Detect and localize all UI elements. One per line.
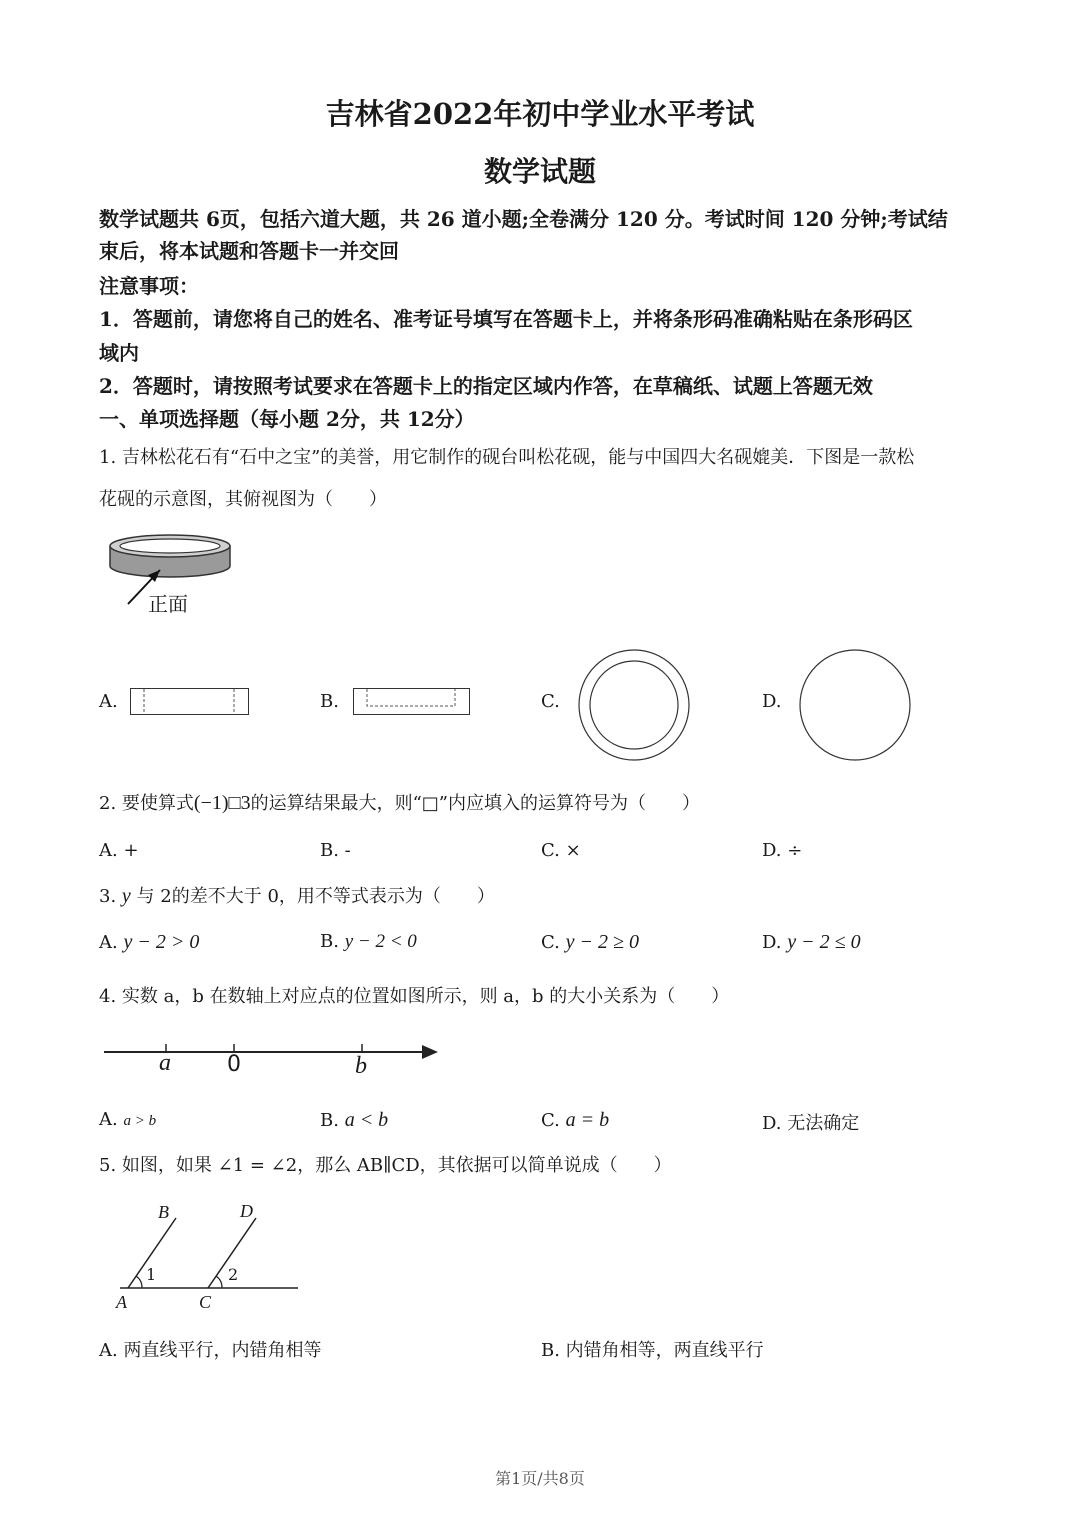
q1-option-d-figure	[798, 648, 912, 762]
q2-prefix: 2. 要使算式	[99, 793, 194, 814]
q3-number: 3.	[99, 886, 117, 907]
q4-option-b-expr: a < b	[344, 1109, 389, 1131]
q1-option-b-label: B.	[320, 691, 339, 712]
q5-text: 5. 如图，如果 ∠1 = ∠2，那么 AB∥CD，其依据可以简单说成（ ）	[99, 1155, 672, 1176]
q3-option-d-label: D.	[762, 932, 782, 953]
page-title: 吉林省2022年初中学业水平考试	[325, 97, 755, 131]
q3-option-c-label: C.	[541, 932, 560, 953]
q1-option-a-figure	[130, 688, 250, 716]
q5-option-b: B. 内错角相等，两直线平行	[541, 1340, 764, 1361]
q5-option-a: A. 两直线平行，内错角相等	[99, 1340, 322, 1361]
label-c: C	[199, 1292, 212, 1312]
notice-2: 2．答题时，请按照考试要求在答题卡上的指定区域内作答，在草稿纸、试题上答题无效	[99, 374, 873, 398]
q3-option-a-label: A.	[99, 932, 118, 953]
axis-label-a: a	[159, 1050, 171, 1076]
q3-option-b-label: B.	[320, 931, 339, 952]
notice-1-line-2: 域内	[99, 341, 139, 365]
q2-option-d: D. ÷	[762, 840, 803, 861]
q3-option-b-expr: y − 2 < 0	[344, 931, 417, 952]
q4-option-a-expr: a > b	[123, 1113, 157, 1129]
q4-text: 4. 实数 a，b 在数轴上对应点的位置如图所示，则 a，b 的大小关系为（ ）	[99, 986, 730, 1007]
q1-option-a-label: A.	[99, 691, 118, 712]
q1-option-c-label: C.	[541, 691, 560, 712]
q1-option-c-figure	[577, 648, 691, 762]
q1-line-2: 花砚的示意图，其俯视图为（ ）	[99, 489, 387, 510]
q1-option-d-label: D.	[762, 691, 782, 712]
front-label: 正面	[148, 592, 188, 616]
intro-line-1: 数学试题共 6页，包括六道大题，共 26 道小题;全卷满分 120 分。考试时间 120 分钟;考试结	[99, 207, 948, 231]
axis-label-zero: 0	[227, 1052, 241, 1077]
number-line-figure	[104, 1040, 444, 1080]
q2-expression: (−1)□3	[193, 792, 251, 814]
q4-option-b-label: B.	[320, 1110, 339, 1131]
page-number: 第1页/共8页	[495, 1469, 585, 1488]
q2-suffix: 的运算结果最大，则“□”内应填入的运算符号为（ ）	[250, 793, 701, 814]
label-b: B	[158, 1202, 169, 1222]
q3-option-d-expr: y − 2 ≤ 0	[787, 931, 861, 953]
notice-1-line-1: 1．答题前，请您将自己的姓名、准考证号填写在答题卡上，并将条形码准确粘贴在条形码区	[99, 307, 913, 331]
label-angle-1: 1	[146, 1265, 157, 1284]
q2-option-b: B. -	[320, 840, 351, 861]
q2-option-a: A. +	[99, 840, 139, 861]
q3-option-a-expr: y − 2 > 0	[123, 931, 200, 953]
label-d: D	[240, 1201, 253, 1221]
q4-option-c-label: C.	[541, 1110, 560, 1131]
section-heading: 一、单项选择题（每小题 2分，共 12分）	[99, 407, 475, 431]
axis-label-b: b	[355, 1053, 367, 1079]
q4-option-d: D. 无法确定	[762, 1113, 860, 1134]
page-subtitle: 数学试题	[483, 155, 596, 188]
q1-option-b-figure	[353, 688, 471, 716]
q2-option-c: C. ×	[541, 840, 581, 861]
q1-line-1: 1. 吉林松花石有“石中之宝”的美誉，用它制作的砚台叫松花砚，能与中国四大名砚媲美．下图是一款松	[99, 447, 915, 468]
label-angle-2: 2	[228, 1265, 239, 1284]
label-a: A	[116, 1292, 127, 1312]
notice-title: 注意事项：	[99, 274, 199, 298]
q3-text: 与 2的差不大于 0，用不等式表示为（ ）	[136, 886, 495, 907]
intro-line-2: 束后，将本试题和答题卡一并交回	[99, 239, 399, 263]
q4-option-a-label: A.	[99, 1109, 118, 1130]
q4-option-c-expr: a = b	[565, 1109, 610, 1131]
q3-option-c-expr: y − 2 ≥ 0	[565, 931, 639, 953]
q3-variable: y	[121, 885, 131, 907]
